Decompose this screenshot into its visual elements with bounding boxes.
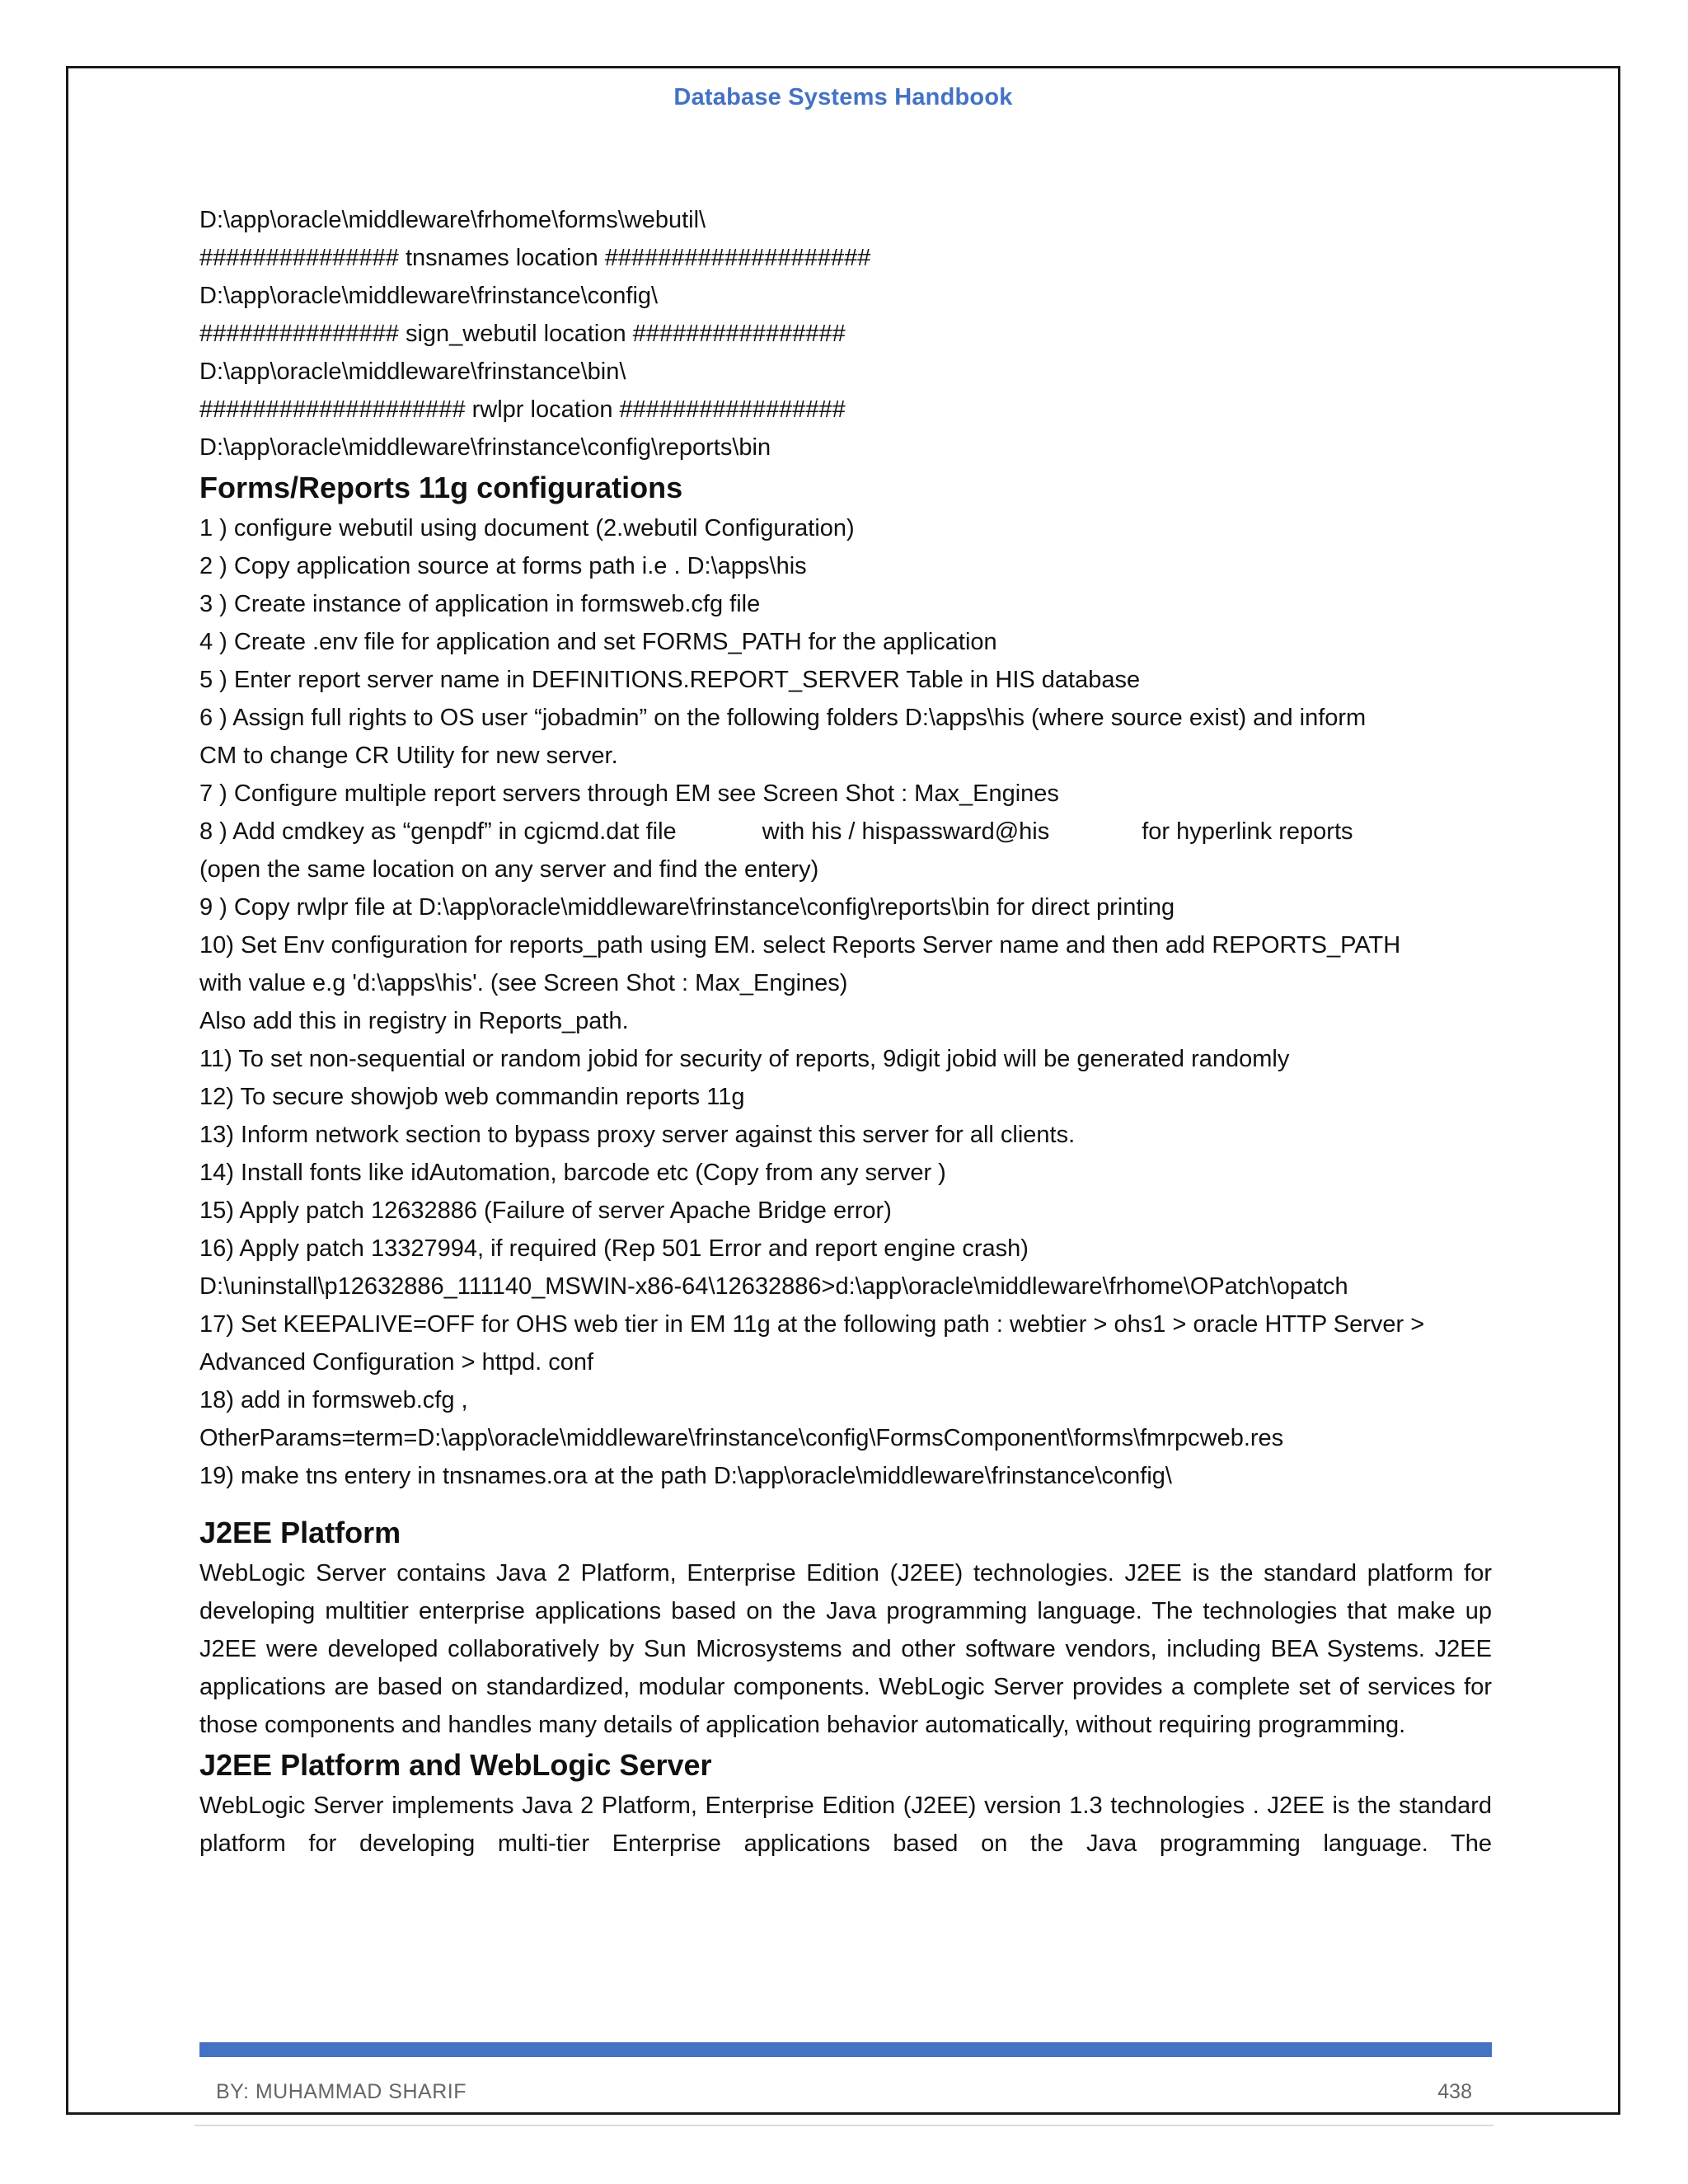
step-line: 14) Install fonts like idAutomation, barcode etc (Copy from any server ) xyxy=(199,1160,946,1186)
step-line: 4 ) Create .env file for application and set FORMS_PATH for the application xyxy=(199,629,997,655)
path-line: ############### sign_webutil location ################ xyxy=(199,321,846,347)
path-line: D:\app\oracle\middleware\frinstance\config\reports\bin xyxy=(199,434,771,461)
page-number: 438 xyxy=(1437,2080,1472,2103)
section-heading-weblogic: J2EE Platform and WebLogic Server xyxy=(199,1748,712,1782)
step-line: 1 ) configure webutil using document (2.webutil Configuration) xyxy=(199,515,855,541)
footer-author: BY: MUHAMMAD SHARIF xyxy=(216,2080,467,2103)
step-8-part-1: 8 ) Add cmdkey as “genpdf” in cgicmd.dat file xyxy=(199,818,677,845)
step-line: 9 ) Copy rwlpr file at D:\app\oracle\middleware\frinstance\config\reports\bin for direct printing xyxy=(199,894,1175,921)
step-line: 12) To secure showjob web commandin reports 11g xyxy=(199,1084,745,1110)
step-line: 11) To set non-sequential or random jobid for security of reports, 9digit jobid will be generated randomly xyxy=(199,1046,1290,1072)
step-line: 18) add in formsweb.cfg , xyxy=(199,1387,468,1413)
path-line: D:\app\oracle\middleware\frinstance\bin\ xyxy=(199,359,626,385)
path-line: D:\app\oracle\middleware\frhome\forms\webutil\ xyxy=(199,207,706,233)
section-heading-j2ee: J2EE Platform xyxy=(199,1516,401,1549)
step-line: CM to change CR Utility for new server. xyxy=(199,743,618,769)
step-line: Also add this in registry in Reports_path. xyxy=(199,1008,629,1034)
step-line: 10) Set Env configuration for reports_path using EM. select Reports Server name and then add REPORTS_PATH xyxy=(199,932,1401,958)
step-line: (open the same location on any server and find the entery) xyxy=(199,856,819,883)
bottom-rule xyxy=(195,2125,1493,2126)
step-line: 5 ) Enter report server name in DEFINITIONS.REPORT_SERVER Table in HIS database xyxy=(199,667,1141,693)
step-line: 15) Apply patch 12632886 (Failure of server Apache Bridge error) xyxy=(199,1197,892,1224)
step-line: 2 ) Copy application source at forms path i.e . D:\apps\his xyxy=(199,553,807,579)
step-line: 16) Apply patch 13327994, if required (Rep 501 Error and report engine crash) xyxy=(199,1235,1029,1262)
path-line: ############### tnsnames location #################### xyxy=(199,245,871,271)
step-line: 3 ) Create instance of application in formsweb.cfg file xyxy=(199,591,761,617)
step-line: 7 ) Configure multiple report servers through EM see Screen Shot : Max_Engines xyxy=(199,780,1059,807)
step-line: with value e.g 'd:\apps\his'. (see Screen Shot : Max_Engines) xyxy=(199,970,848,996)
step-line: Advanced Configuration > httpd. conf xyxy=(199,1349,594,1376)
step-line: 6 ) Assign full rights to OS user “jobadmin” on the following folders D:\apps\his (where source exist) and inform xyxy=(199,705,1367,731)
step-line: 19) make tns entery in tnsnames.ora at the path D:\app\oracle\middleware\frinstance\config\ xyxy=(199,1463,1172,1489)
step-8-part-2: with his / hispassward@his xyxy=(762,818,1050,845)
section-heading-forms: Forms/Reports 11g configurations xyxy=(199,471,683,504)
step-line: D:\uninstall\p12632886_111140_MSWIN-x86-64\12632886>d:\app\oracle\middleware\frhome\OPatch\opatch xyxy=(199,1273,1348,1300)
paragraph-j2ee: WebLogic Server contains Java 2 Platform, Enterprise Edition (J2EE) technologies. J2EE is the standard platform for developing multitier enterprise applications based on the Java programming language. The technologies that make up J2EE were developed collaboratively by Sun Microsystems and other software vendors, including BEA Systems. J2EE applications are based on standardized, modular components. WebLogic Server provides a complete set of services for those components and handles many details of application behavior automatically, without requiring programming. xyxy=(199,1560,1492,1738)
document-body xyxy=(199,201,1492,1863)
path-line: #################### rwlpr location ################# xyxy=(199,396,846,423)
footer-bar xyxy=(199,2042,1492,2057)
paragraph-weblogic: WebLogic Server implements Java 2 Platform, Enterprise Edition (J2EE) version 1.3 technologies . J2EE is the standard platform for developing multi-tier Enterprise applications based on the Java programming language. The xyxy=(199,1793,1492,1857)
step-line: 13) Inform network section to bypass proxy server against this server for all clients. xyxy=(199,1122,1076,1148)
step-line: 17) Set KEEPALIVE=OFF for OHS web tier in EM 11g at the following path : webtier > ohs1 > oracle HTTP Server > xyxy=(199,1311,1425,1338)
header-title: Database Systems Handbook xyxy=(673,84,1013,110)
path-line: D:\app\oracle\middleware\frinstance\config\ xyxy=(199,283,659,309)
step-line xyxy=(199,813,1492,851)
step-line: OtherParams=term=D:\app\oracle\middleware\frinstance\config\FormsComponent\forms\fmrpcweb.res xyxy=(199,1425,1284,1451)
step-8-part-3: for hyperlink reports xyxy=(1142,818,1353,845)
